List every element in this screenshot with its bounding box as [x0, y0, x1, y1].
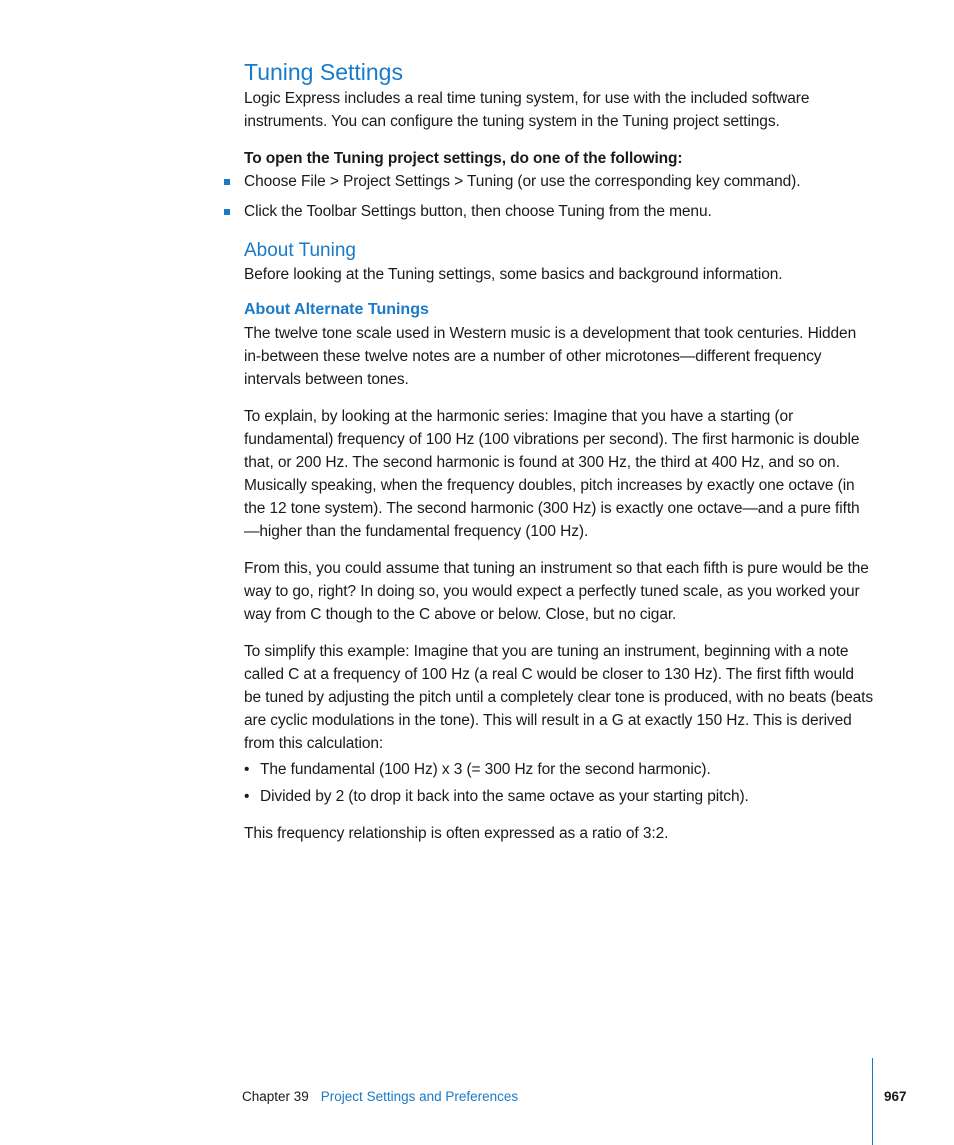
page-content [244, 58, 874, 845]
footer-divider [872, 1058, 873, 1145]
bullet-dot-icon: • [244, 761, 250, 778]
body-paragraph: To explain, by looking at the harmonic series: Imagine that you have a starting (or fundamental) frequency of 100 Hz (100 vibrations per second). The first harmonic is double that, or 200 Hz. The second harmonic is found at 300 Hz, the third at 400 Hz, and so on. Musically speaking, when the frequency doubles, pitch increases by exactly one octave (in the 12 tone system). The second harmonic (300 Hz) is exactly one octave—and a pure fifth—higher than the fundamental frequency (100 Hz). [244, 408, 860, 540]
body-paragraph: From this, you could assume that tuning an instrument so that each fifth is pure would be the way to go, right? In doing so, you would expect a perfectly tuned scale, as you worked your way from C though to the C above or below. Close, but no cigar. [244, 560, 869, 623]
about-tuning-intro: Before looking at the Tuning settings, some basics and background information. [244, 266, 783, 283]
task-item-text: Choose File > Project Settings > Tuning (or use the corresponding key command). [244, 173, 801, 190]
square-bullet-icon [224, 209, 230, 215]
task-item [244, 200, 874, 223]
body-paragraph: To simplify this example: Imagine that you are tuning an instrument, beginning with a note called C at a frequency of 100 Hz (a real C would be closer to 130 Hz). The first fifth would be tuned by adjusting the pitch until a completely clear tone is produced, with no beats (beats are cyclic modulations in the tone). This will result in a G at exactly 150 Hz. This is derived from this calculation: [244, 643, 873, 752]
bullet-dot-icon: • [244, 788, 250, 805]
footer-chapter-title: Project Settings and Preferences [320, 1089, 519, 1104]
task-lead: To open the Tuning project settings, do one of the following: [244, 150, 683, 167]
page-number: 967 [884, 1089, 907, 1104]
closing-paragraph: This frequency relationship is often expressed as a ratio of 3:2. [244, 825, 669, 842]
calculation-item-text: The fundamental (100 Hz) x 3 (= 300 Hz for the second harmonic). [260, 761, 711, 778]
page-footer [242, 1087, 518, 1107]
intro-paragraph: Logic Express includes a real time tuning system, for use with the included software instruments. You can configure the tuning system in the Tuning project settings. [244, 90, 810, 130]
task-item [244, 170, 874, 193]
calculation-item [244, 758, 874, 781]
task-list [244, 170, 874, 223]
about-tuning-heading: About Tuning [244, 240, 356, 261]
calculation-list [244, 758, 874, 808]
section-title: Tuning Settings [244, 59, 403, 85]
body-paragraph: The twelve tone scale used in Western music is a development that took centuries. Hidden in-between these twelve notes are a number of other microtones—different frequency intervals between tones. [244, 325, 857, 388]
calculation-item [244, 785, 874, 808]
footer-chapter-label: Chapter 39 [242, 1089, 309, 1104]
square-bullet-icon [224, 179, 230, 185]
task-item-text: Click the Toolbar Settings button, then choose Tuning from the menu. [244, 203, 712, 220]
alternate-tunings-heading: About Alternate Tunings [244, 301, 429, 318]
calculation-item-text: Divided by 2 (to drop it back into the same octave as your starting pitch). [260, 788, 749, 805]
